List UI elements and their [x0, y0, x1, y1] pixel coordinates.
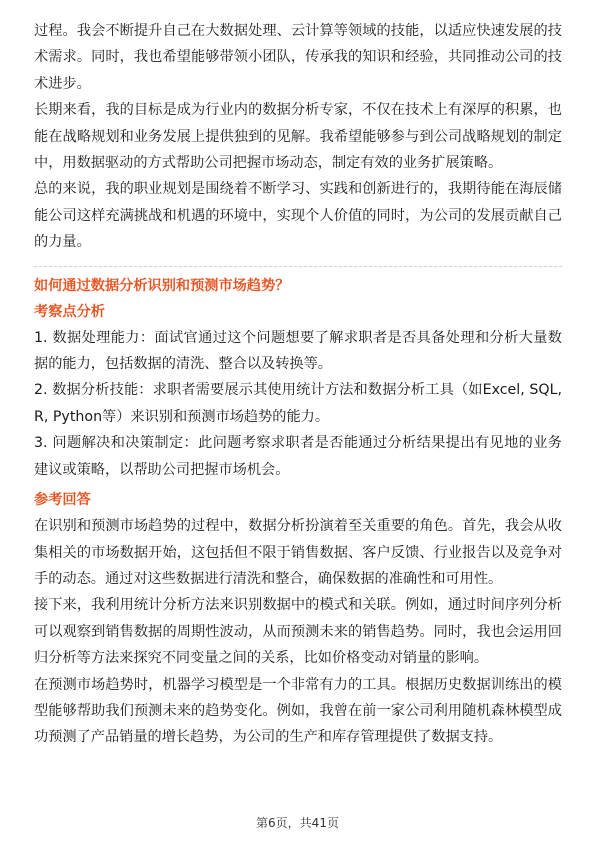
- answer-paragraph-2: 接下来，我利用统计分析方法来识别数据中的模式和关联。例如，通过时间序列分析可以观察到销售数据的周期性波动，从而预测未来的销售趋势。同时，我也会运用回归分析等方法来探究不同变量之间的关系，比如价格变动对销量的影响。: [34, 597, 562, 667]
- document-page: [34, 18, 562, 751]
- question-title: 如何通过数据分析识别和预测市场趋势？: [34, 277, 290, 294]
- analysis-item-2: 2. 数据分析技能：求职者需要展示其使用统计方法和数据分析工具（如Excel, SQL, R, Python等）来识别和预测市场趋势的能力。: [34, 382, 562, 425]
- analysis-item-1: 1. 数据处理能力：面试官通过这个问题想要了解求职者是否具备处理和分析大量数据的能力，包括数据的清洗、整合以及转换等。: [34, 329, 562, 373]
- analysis-heading: 考察点分析: [34, 303, 105, 320]
- answer-heading: 参考回答: [34, 492, 91, 509]
- answer-paragraph-3: 在预测市场趋势时，机器学习模型是一个非常有力的工具。根据历史数据训练出的模型能够帮助我们预测未来的趋势变化。例如，我曾在前一家公司利用随机森林模型成功预测了产品销量的增长趋势，为公司的生产和库存管理提供了数据支持。: [34, 676, 562, 746]
- intro-paragraph-2: 长期来看，我的目标是成为行业内的数据分析专家，不仅在技术上有深厚的积累，也能在战略规划和业务发展上提供独到的见解。我希望能够参与到公司战略规划的制定中，用数据驱动的方式帮助公司把握市场动态，制定有效的业务扩展策略。: [34, 102, 562, 172]
- section-divider: [34, 266, 562, 267]
- intro-paragraph-3: 总的来说，我的职业规划是围绕着不断学习、实践和创新进行的，我期待能在海辰储能公司这样充满挑战和机遇的环境中，实现个人价值的同时，为公司的发展贡献自己的力量。: [34, 181, 562, 251]
- analysis-item-3: 3. 问题解决和决策制定：此问题考察求职者是否能通过分析结果提出有见地的业务建议或策略，以帮助公司把握市场机会。: [34, 435, 562, 478]
- intro-paragraph-1: 过程。我会不断提升自己在大数据处理、云计算等领域的技能，以适应快速发展的技术需求。同时，我也希望能够带领小团队，传承我的知识和经验，共同推动公司的技术进步。: [34, 23, 562, 92]
- answer-paragraph-1: 在识别和预测市场趋势的过程中，数据分析扮演着至关重要的角色。首先，我会从收集相关的市场数据开始，这包括但不限于销售数据、客户反馈、行业报告以及竞争对手的动态。通过对这些数据进行清洗和整合，确保数据的准确性和可用性。: [34, 518, 562, 587]
- page-number: 第6页，共41页: [256, 816, 339, 830]
